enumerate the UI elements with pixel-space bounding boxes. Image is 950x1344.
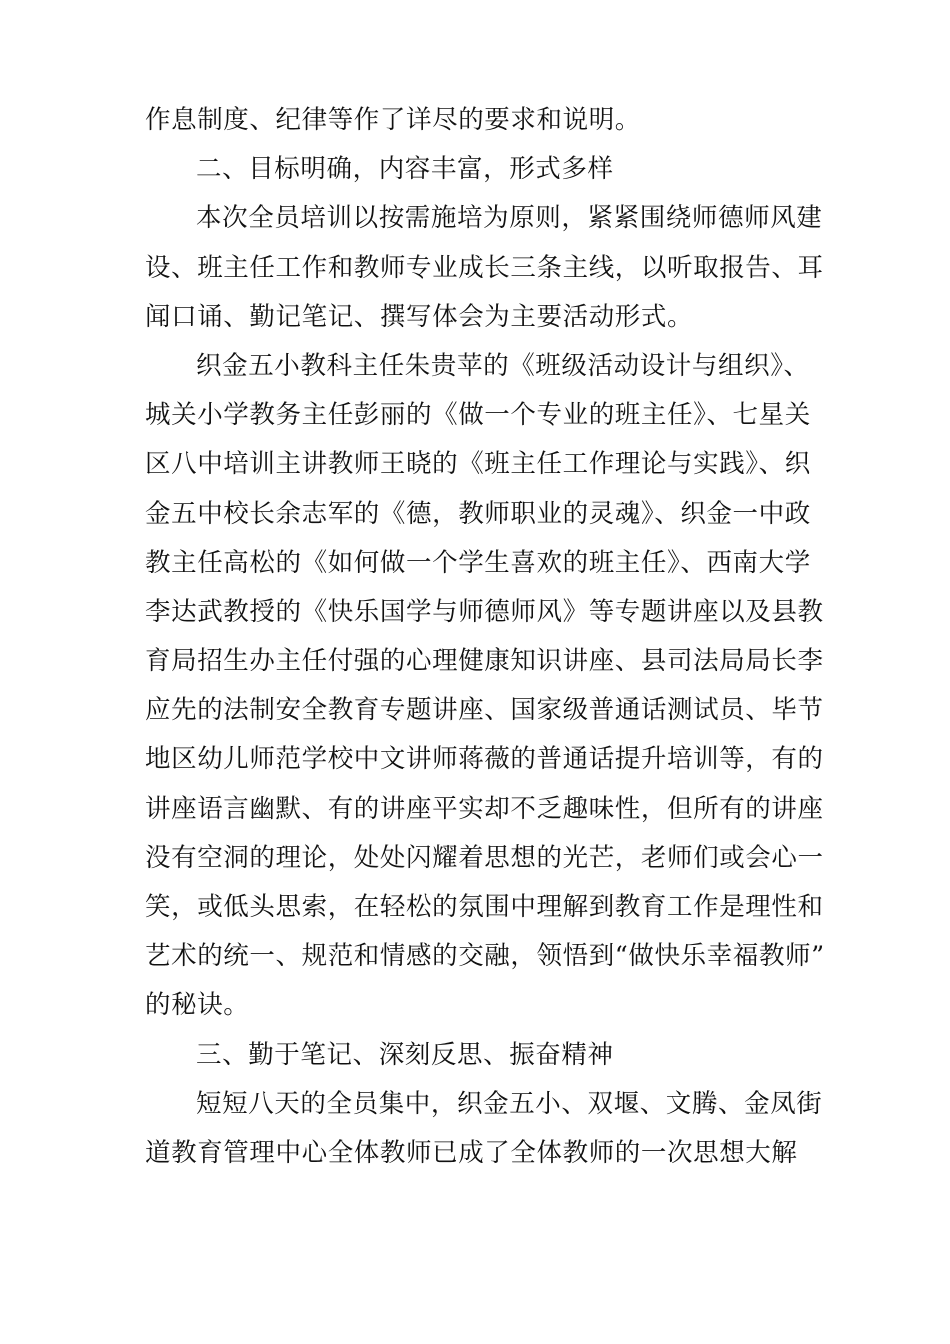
text-line: 闻口诵、勤记笔记、撰写体会为主要活动形式。: [145, 301, 694, 332]
text-line: 应先的法制安全教育专题讲座、国家级普通话测试员、毕节: [145, 695, 824, 726]
text-line: 教主任高松的《如何做一个学生喜欢的班主任》、西南大学: [145, 547, 811, 578]
text-line: 织金五小教科主任朱贵苹的《班级活动设计与组织》、: [196, 350, 810, 381]
text-line: 城关小学教务主任彭丽的《做一个专业的班主任》、七星关: [145, 400, 811, 431]
text-line: 李达武教授的《快乐国学与师德师风》等专题讲座以及县教: [145, 596, 824, 627]
text-line: 二、目标明确，内容丰富，形式多样: [196, 154, 614, 185]
text-line: 三、勤于笔记、深刻反思、振奋精神: [196, 1039, 614, 1070]
text-line: 讲座语言幽默、有的讲座平实却不乏趣味性，但所有的讲座: [145, 793, 824, 824]
text-line: 短短八天的全员集中，织金五小、双堰、文腾、金凤街: [196, 1088, 823, 1119]
body-text: [145, 96, 825, 1178]
text-line: 设、班主任工作和教师专业成长三条主线，以听取报告、耳: [145, 252, 824, 283]
text-line: 育局招生办主任付强的心理健康知识讲座、县司法局局长李: [145, 646, 824, 677]
text-line: 区八中培训主讲教师王晓的《班主任工作理论与实践》、织: [145, 449, 811, 480]
text-line: 地区幼儿师范学校中文讲师蒋薇的普通话提升培训等，有的: [145, 744, 824, 775]
text-line: 笑，或低头思索，在轻松的氛围中理解到教育工作是理性和: [145, 892, 824, 922]
text-line: 艺术的统一、规范和情感的交融，领悟到“做快乐幸福教师”: [145, 941, 825, 972]
text-line: 金五中校长余志军的《德，教师职业的灵魂》、织金一中政: [145, 498, 811, 529]
text-line: 的秘诀。: [145, 990, 250, 1021]
text-line: 作息制度、纪律等作了详尽的要求和说明。: [145, 105, 641, 135]
text-line: 没有空洞的理论，处处闪耀着思想的光芒，老师们或会心一: [145, 842, 824, 873]
text-line: 本次全员培训以按需施培为原则，紧紧围绕师德师风建: [196, 203, 823, 234]
text-line: 道教育管理中心全体教师已成了全体教师的一次思想大解: [145, 1137, 798, 1168]
